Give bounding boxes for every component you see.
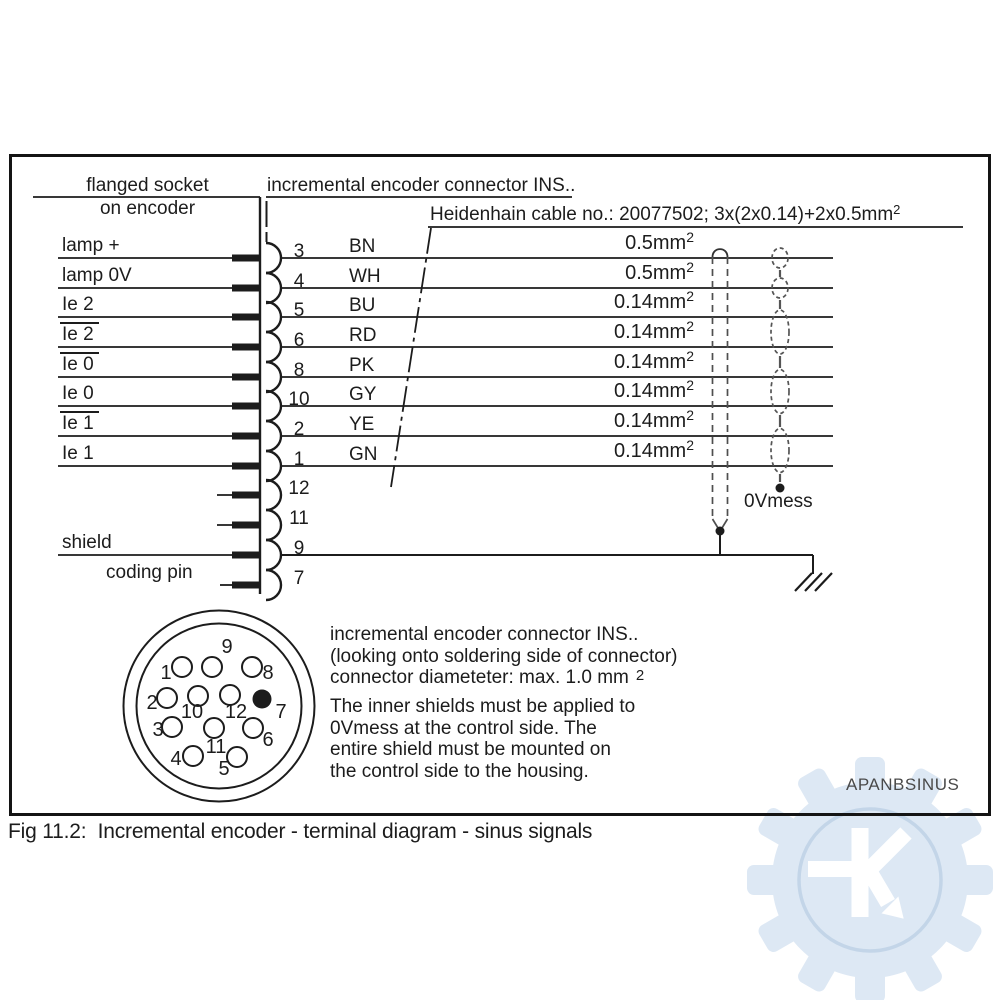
note-line: (looking onto soldering side of connector) bbox=[330, 645, 678, 667]
wire-size bbox=[520, 348, 694, 373]
front-pin-number: 9 bbox=[221, 636, 233, 658]
wire-color-code: GN bbox=[349, 444, 378, 465]
terminal-nubs bbox=[232, 255, 260, 589]
signal-label: Ie 1 bbox=[62, 443, 94, 464]
figure-caption: Fig 11.2: Incremental encoder - terminal diagram - sinus signals bbox=[8, 820, 593, 843]
note-line: entire shield must be mounted on bbox=[330, 739, 611, 760]
pin-number: 4 bbox=[293, 271, 305, 292]
signal-label: lamp 0V bbox=[62, 265, 132, 286]
wire-size bbox=[520, 377, 694, 402]
wire-size-sup: 2 bbox=[686, 229, 694, 245]
wire-color-code: GY bbox=[349, 384, 377, 405]
pin-number: 12 bbox=[288, 478, 310, 499]
wire-size bbox=[520, 288, 694, 313]
pin-number: 7 bbox=[293, 568, 305, 589]
note-line: the control side to the housing. bbox=[330, 760, 589, 782]
signal-label-inverted: Ie 0 bbox=[62, 354, 94, 375]
signal-label: Ie 0 bbox=[62, 383, 94, 404]
front-pin-number: 3 bbox=[152, 719, 164, 741]
wire-size-value: 0.14mm bbox=[613, 410, 687, 432]
front-pin-number: 5 bbox=[218, 758, 230, 780]
pin-number: 9 bbox=[293, 538, 305, 559]
front-pin-number: 4 bbox=[170, 748, 182, 770]
note-line: The inner shields must be applied to bbox=[330, 696, 636, 717]
wire-size bbox=[520, 229, 694, 254]
cable-note-text: Heidenhain cable no.: 20077502; 3x(2x0.14)+2x0.5mm bbox=[430, 204, 894, 225]
right-header: incremental encoder connector INS.. bbox=[267, 175, 576, 196]
front-pin-number: 12 bbox=[224, 701, 248, 723]
front-pin-number: 10 bbox=[180, 701, 204, 723]
note-line-sup: 2 bbox=[635, 667, 645, 684]
note-line: 0Vmess at the control side. The bbox=[330, 717, 597, 739]
wire-size-sup: 2 bbox=[686, 288, 694, 304]
cable-outline bbox=[713, 249, 728, 528]
front-pin-number: 8 bbox=[262, 662, 274, 684]
front-pin-number: 6 bbox=[262, 729, 274, 751]
left-header-line2: on encoder bbox=[99, 198, 196, 219]
pin-number: 3 bbox=[293, 241, 305, 262]
pin-number: 5 bbox=[293, 300, 305, 321]
wire-color-code: PK bbox=[349, 355, 375, 376]
note-line: incremental encoder connector INS.. bbox=[330, 624, 639, 645]
front-pin-number: 1 bbox=[160, 662, 172, 684]
wire-size-value: 0.5mm bbox=[625, 262, 687, 284]
front-pin-number: 11 bbox=[205, 736, 227, 758]
front-pin-number: 7 bbox=[275, 701, 287, 723]
shield-bus bbox=[281, 531, 813, 574]
signal-label-inverted: Ie 1 bbox=[62, 413, 94, 434]
front-pin-number: 2 bbox=[146, 692, 158, 714]
pin-number: 10 bbox=[288, 389, 310, 410]
wire-size-sup: 2 bbox=[686, 259, 694, 275]
inner-shield-chain bbox=[771, 248, 789, 482]
signal-label-inverted: Ie 2 bbox=[62, 324, 94, 345]
pin-number: 11 bbox=[289, 508, 309, 529]
signal-label: coding pin bbox=[106, 562, 193, 583]
left-header-line1: flanged socket bbox=[86, 175, 209, 196]
wire-size-value: 0.14mm bbox=[613, 351, 687, 373]
wire-size-value: 0.14mm bbox=[613, 380, 687, 402]
wire-size-sup: 2 bbox=[686, 348, 694, 364]
wire-size-sup: 2 bbox=[686, 437, 694, 453]
ovmess-label: 0Vmess bbox=[744, 491, 813, 512]
signal-label: lamp + bbox=[62, 235, 120, 256]
cable-note bbox=[430, 202, 901, 226]
signal-label: Ie 2 bbox=[62, 294, 94, 315]
wire-color-code: RD bbox=[349, 325, 377, 346]
connector-notes-paragraph2 bbox=[330, 696, 635, 782]
wire-size bbox=[520, 318, 694, 343]
wire-size-value: 0.14mm bbox=[613, 291, 687, 313]
note-line-text: connector diameteter: max. 1.0 mm bbox=[330, 667, 629, 688]
wire-color-code: WH bbox=[349, 266, 381, 287]
pin-number: 8 bbox=[293, 360, 305, 381]
wire-size bbox=[520, 407, 694, 432]
note-line bbox=[330, 667, 677, 690]
wire-size bbox=[520, 437, 694, 462]
wire-size-value: 0.5mm bbox=[625, 232, 687, 254]
wire-size-value: 0.14mm bbox=[613, 440, 687, 462]
pin-number: 1 bbox=[293, 449, 305, 470]
cable-note-sup: 2 bbox=[893, 202, 901, 217]
wire-size-sup: 2 bbox=[686, 407, 694, 423]
cable-leader-line bbox=[391, 228, 431, 487]
wire-color-code: BN bbox=[349, 236, 376, 257]
earth-ground-icon bbox=[795, 573, 832, 591]
wire-size-value: 0.14mm bbox=[613, 321, 687, 343]
pin-number: 6 bbox=[293, 330, 305, 351]
wire-size-sup: 2 bbox=[686, 377, 694, 393]
cable-shield-junction-dot bbox=[716, 527, 725, 536]
wire-size bbox=[520, 259, 694, 284]
wire-size-sup: 2 bbox=[686, 318, 694, 334]
wire-color-code: YE bbox=[349, 414, 375, 435]
connector-notes-paragraph1 bbox=[330, 624, 677, 690]
watermark-text: APANBSINUS bbox=[846, 775, 960, 794]
wire-color-code: BU bbox=[349, 295, 376, 316]
signal-label: shield bbox=[62, 532, 112, 553]
pin-number: 2 bbox=[293, 419, 305, 440]
connector-arcs bbox=[266, 243, 281, 600]
